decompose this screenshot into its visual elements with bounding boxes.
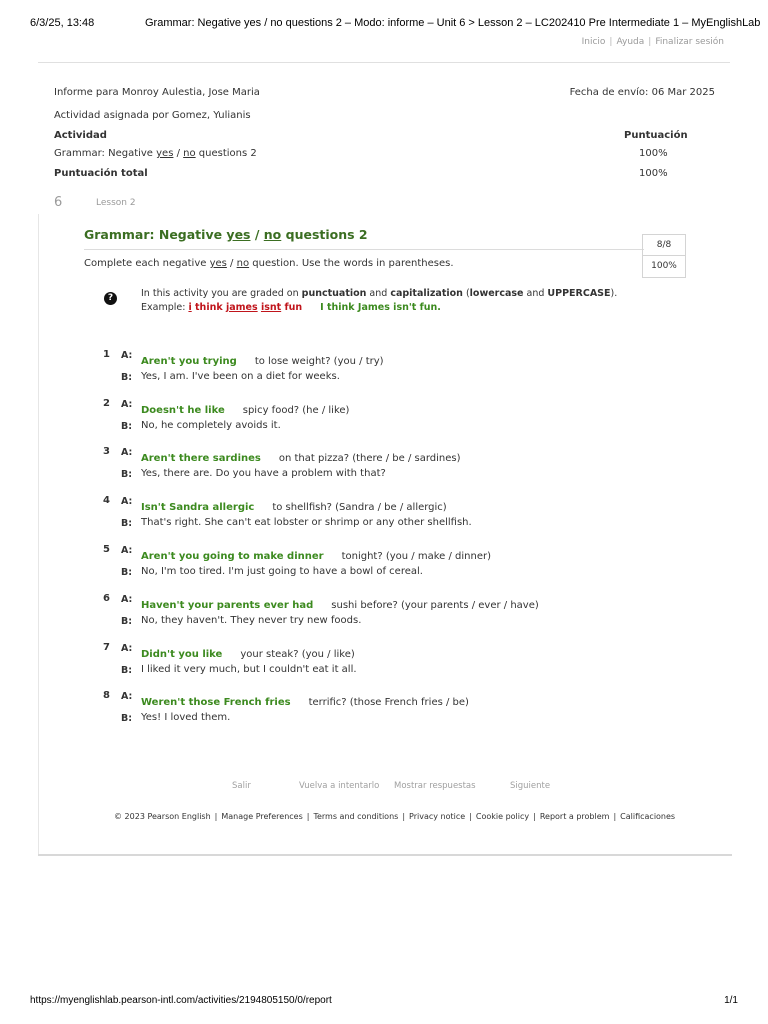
speaker-b-label: B: bbox=[121, 616, 133, 627]
question-number: 2 bbox=[103, 398, 110, 409]
question-line bbox=[141, 349, 384, 368]
activity-score: 100% bbox=[639, 148, 668, 159]
answer-input[interactable]: Doesn't he like bbox=[141, 405, 225, 416]
question-line bbox=[141, 495, 447, 514]
exercise-instructions: Complete each negative yes / no question. Use the words in parentheses. bbox=[84, 258, 454, 269]
speaker-b-label: B: bbox=[121, 567, 133, 578]
question-rest: spicy food? (he / like) bbox=[242, 405, 350, 416]
speaker-a-label: A: bbox=[121, 496, 133, 507]
question-line bbox=[141, 593, 539, 612]
question-line bbox=[141, 398, 349, 417]
help-link[interactable]: Ayuda bbox=[616, 37, 645, 47]
response-text: Yes! I loved them. bbox=[141, 712, 231, 723]
speaker-a-label: A: bbox=[121, 399, 133, 410]
speaker-b-label: B: bbox=[121, 665, 133, 676]
answer-input[interactable]: Isn't Sandra allergic bbox=[141, 502, 255, 513]
assigned-by: Actividad asignada por Gomez, Yulianis bbox=[54, 110, 251, 121]
speaker-a-label: A: bbox=[121, 594, 133, 605]
speaker-b-label: B: bbox=[121, 469, 133, 480]
question-number: 7 bbox=[103, 642, 110, 653]
answer-input[interactable]: Didn't you like bbox=[141, 649, 223, 660]
speaker-b-label: B: bbox=[121, 421, 133, 432]
speaker-b-label: B: bbox=[121, 518, 133, 529]
response-text: No, he completely avoids it. bbox=[141, 420, 281, 431]
question-rest: on that pizza? (there / be / sardines) bbox=[278, 453, 461, 464]
question-rest: sushi before? (your parents / ever / have) bbox=[331, 600, 539, 611]
speaker-a-label: A: bbox=[121, 643, 133, 654]
question-number: 3 bbox=[103, 446, 110, 457]
unit-number: 6 bbox=[54, 195, 63, 210]
question-number: 1 bbox=[103, 349, 110, 360]
score-fraction: 8/8 bbox=[656, 240, 672, 250]
grading-note-text: In this activity you are graded on punctuation and capitalization (lowercase and UPPERCASE). bbox=[141, 288, 618, 299]
question-line bbox=[141, 446, 461, 465]
print-datetime: 6/3/25, 13:48 bbox=[30, 17, 95, 29]
activity-name[interactable]: Grammar: Negative yes / no questions 2 bbox=[54, 148, 257, 159]
answer-input[interactable]: Aren't there sardines bbox=[141, 453, 261, 464]
question-rest: terrific? (those French fries / be) bbox=[308, 697, 469, 708]
home-link[interactable]: Inicio bbox=[581, 37, 606, 47]
question-line bbox=[141, 690, 469, 709]
cookie-policy-link[interactable]: Cookie policy bbox=[475, 812, 530, 821]
question-line bbox=[141, 642, 355, 661]
print-url: https://myenglishlab.pearson-intl.com/activities/2194805150/0/report bbox=[30, 995, 332, 1006]
exercise-score-box bbox=[642, 234, 686, 278]
answer-input[interactable]: Weren't those French fries bbox=[141, 697, 291, 708]
activity-column-header: Actividad bbox=[54, 130, 107, 141]
question-rest: to shellfish? (Sandra / be / allergic) bbox=[272, 502, 447, 513]
answer-input[interactable]: Aren't you trying bbox=[141, 356, 237, 367]
total-score-value: 100% bbox=[639, 168, 668, 179]
question-rest: tonight? (you / make / dinner) bbox=[341, 551, 491, 562]
total-score-label: Puntuación total bbox=[54, 168, 148, 179]
answer-input[interactable]: Aren't you going to make dinner bbox=[141, 551, 324, 562]
example-correct: I think James isn't fun. bbox=[320, 302, 441, 313]
speaker-a-label: A: bbox=[121, 447, 133, 458]
answer-input[interactable]: Haven't your parents ever had bbox=[141, 600, 314, 611]
help-icon[interactable]: ? bbox=[104, 292, 117, 305]
question-line bbox=[141, 544, 491, 563]
grading-example: Example: i think james isnt fun I think James isn't fun. bbox=[141, 302, 441, 313]
manage-preferences-link[interactable]: Manage Preferences bbox=[221, 812, 303, 821]
speaker-b-label: B: bbox=[121, 713, 133, 724]
question-number: 5 bbox=[103, 544, 110, 555]
copyright: © 2023 Pearson English bbox=[114, 812, 211, 821]
response-text: No, they haven't. They never try new foods. bbox=[141, 615, 362, 626]
print-page-title: Grammar: Negative yes / no questions 2 – Modo: informe – Unit 6 > Lesson 2 – LC202410 Pre Intermediate 1 – MyEnglishLab bbox=[145, 17, 761, 29]
privacy-link[interactable]: Privacy notice bbox=[409, 812, 466, 821]
question-rest: your steak? (you / like) bbox=[240, 649, 355, 660]
exercise-title: Grammar: Negative yes / no questions 2 bbox=[84, 227, 368, 242]
response-text: Yes, I am. I've been on a diet for weeks. bbox=[141, 371, 340, 382]
speaker-a-label: A: bbox=[121, 350, 133, 361]
retry-button[interactable]: Vuelva a intentarlo bbox=[299, 781, 380, 791]
score-percent: 100% bbox=[643, 255, 685, 276]
question-rest: to lose weight? (you / try) bbox=[254, 356, 384, 367]
submission-date: Fecha de envío: 06 Mar 2025 bbox=[569, 87, 715, 98]
next-button[interactable]: Siguiente bbox=[510, 781, 551, 791]
score-column-header: Puntuación bbox=[624, 130, 688, 141]
response-text: No, I'm too tired. I'm just going to have a bowl of cereal. bbox=[141, 566, 423, 577]
speaker-b-label: B: bbox=[121, 372, 133, 383]
lesson-label: Lesson 2 bbox=[96, 198, 136, 208]
speaker-a-label: A: bbox=[121, 545, 133, 556]
print-page-number: 1/1 bbox=[724, 995, 738, 1006]
terms-link[interactable]: Terms and conditions bbox=[313, 812, 399, 821]
site-footer: © 2023 Pearson English | Manage Preferences | Terms and conditions | Privacy notice | Cookie policy | Report a problem | Calificaciones bbox=[114, 812, 676, 821]
grading-note bbox=[141, 287, 617, 315]
response-text: I liked it very much, but I couldn't eat it all. bbox=[141, 664, 357, 675]
exit-button[interactable]: Salir bbox=[232, 781, 251, 791]
response-text: That's right. She can't eat lobster or shrimp or any other shellfish. bbox=[141, 517, 472, 528]
question-number: 6 bbox=[103, 593, 110, 604]
top-links: Inicio | Ayuda | Finalizar sesión bbox=[581, 37, 724, 47]
question-number: 4 bbox=[103, 495, 110, 506]
response-text: Yes, there are. Do you have a problem with that? bbox=[141, 468, 386, 479]
show-answers-button[interactable]: Mostrar respuestas bbox=[394, 781, 476, 791]
speaker-a-label: A: bbox=[121, 691, 133, 702]
logout-link[interactable]: Finalizar sesión bbox=[655, 37, 724, 47]
question-number: 8 bbox=[103, 690, 110, 701]
report-for-label: Informe para Monroy Aulestia, Jose Maria bbox=[54, 87, 260, 98]
example-wrong: i think james isnt fun bbox=[188, 302, 303, 313]
report-problem-link[interactable]: Report a problem bbox=[539, 812, 610, 821]
grades-link[interactable]: Calificaciones bbox=[620, 812, 676, 821]
